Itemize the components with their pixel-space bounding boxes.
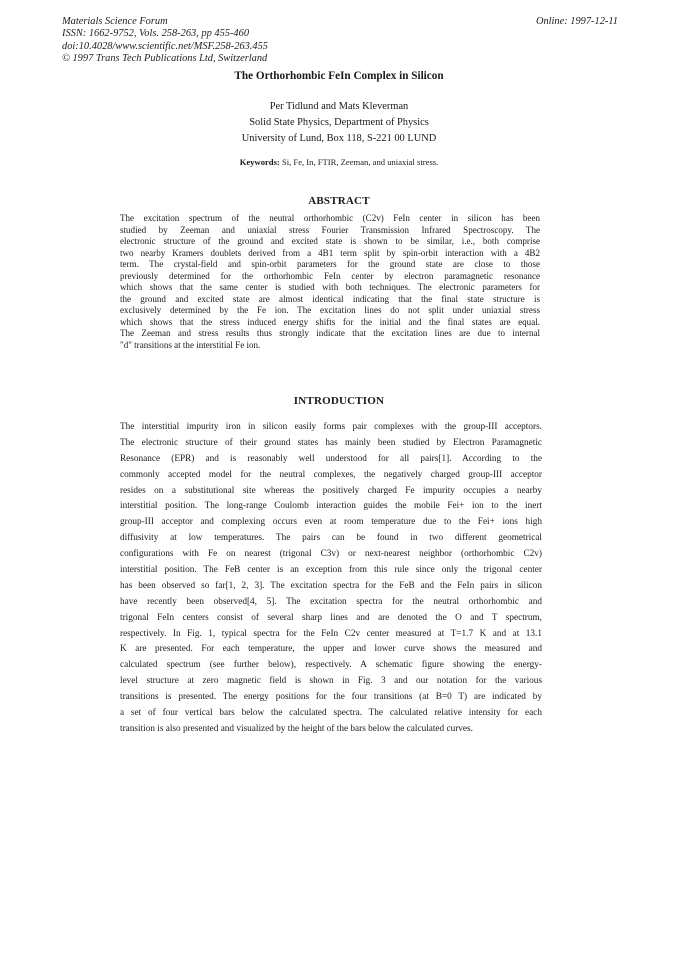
- abstract-line: studied by Zeeman and uniaxial stress Fourier Transmission Infrared Spectroscopy. The: [120, 224, 540, 235]
- introduction-line: configurations with Fe on nearest (trigonal C3v) or next-nearest neighbor (orthorhombic C2v): [120, 549, 542, 560]
- abstract-line: The Zeeman and stress results thus strongly indicate that the excitation lines are due to internal: [120, 328, 540, 339]
- introduction-line: diffusivity at low temperatures. The pairs can be found in two different geometrical: [120, 533, 542, 544]
- introduction-line: has been observed so far[1, 2, 3]. The excitation spectra for the FeB and the FeIn pairs in silicon: [120, 580, 542, 591]
- abstract-line: which shows that the stress induced energy shifts for the initial and the final states are equal.: [120, 316, 540, 327]
- introduction-line: level structure at zero magnetic field is shown in Fig. 3 and our notation for the various: [120, 676, 542, 687]
- introduction-line: a set of four vertical bars below the calculated spectra. The calculated relative intensity for each: [120, 708, 542, 719]
- author-block: [0, 99, 678, 147]
- online-date: Online: 1997-12-11: [535, 16, 618, 27]
- introduction-body: [120, 420, 542, 738]
- introduction-line: interstitial position. The long-range Coulomb interaction guides the mobile Fei+ ion to the inert: [120, 501, 542, 512]
- abstract-line: previously determined for the orthorhombic FeIn center by electron paramagnetic resonance: [120, 270, 540, 281]
- abstract-body: [120, 213, 540, 352]
- author-names: Per Tidlund and Mats Kleverman: [269, 101, 409, 112]
- abstract-line: which shows that the same center is studied with both techniques. The electronic parameters for: [120, 282, 540, 293]
- abstract-line: two nearby Kramers doublets derived from a 4B1 term split by spin-orbit interaction with a 4B2: [120, 247, 540, 258]
- abstract-line: the ground and excited state are almost identical indicating that the final state structure is: [120, 293, 540, 304]
- paper-title: The Orthorhombic FeIn Complex in Silicon: [234, 70, 444, 82]
- journal-name: Materials Science Forum: [62, 16, 168, 27]
- introduction-line: transitions is presented. The energy positions for the four transitions (at B=0 T) are indicated by: [120, 692, 542, 703]
- introduction-line: trigonal FeIn centers consist of several sharp lines and are denoted the O and T spectrum,: [120, 612, 542, 623]
- abstract-heading: ABSTRACT: [308, 195, 370, 207]
- introduction-line: group-III acceptor and complexing occurs even at room temperature due to the Fei+ ions high: [120, 517, 542, 528]
- introduction-line: K are presented. For each temperature, the upper and lower curve shows the measured and: [120, 644, 542, 655]
- keywords-label: Keywords:: [239, 157, 280, 167]
- abstract-line: exclusively determined by the Fe ion. The excitation lines do not split under uniaxial stress: [120, 305, 540, 316]
- introduction-line: Resonance (EPR) and is reasonably well understood for all pairs[1]. According to the: [120, 453, 542, 464]
- abstract-line: term. The crystal-field and spin-orbit parameters for the ground state are close to those: [120, 259, 540, 270]
- journal-header: [62, 16, 618, 66]
- keywords-line: [0, 157, 678, 167]
- introduction-line: commonly accepted model for the neutral complexes, the negatively charged group-III acceptor: [120, 469, 542, 480]
- author-address: University of Lund, Box 118, S-221 00 LUND: [241, 133, 437, 144]
- introduction-line: transition is also presented and visualized by the height of the bars below the calculated curves.: [120, 723, 473, 734]
- keywords-text: Si, Fe, In, FTIR, Zeeman, and uniaxial stress.: [281, 157, 439, 167]
- introduction-line: resides on a substitutional site whereas the positively charged Fe impurity occupies a nearby: [120, 485, 542, 496]
- introduction-line: interstitial position. The FeB center is an exception from this rule since only the trigonal center: [120, 565, 542, 576]
- introduction-line: calculated spectrum (see further below), respectively. A schematic figure showing the energy-: [120, 660, 542, 671]
- abstract-line: electronic structure of the ground and excited state is shown to be similar, i.e., both comprise: [120, 236, 540, 247]
- author-department: Solid State Physics, Department of Physics: [249, 117, 429, 128]
- introduction-line: The electronic structure of their ground states has mainly been studied by Electron Paramagnetic: [120, 437, 542, 448]
- introduction-line: have recently been observed[4, 5]. The excitation spectra for the neutral orthorhombic and: [120, 596, 542, 607]
- abstract-line: "d" transitions at the interstitial Fe ion.: [120, 340, 261, 351]
- doi-line: doi:10.4028/www.scientific.net/MSF.258-263.455: [62, 40, 268, 52]
- copyright-line: © 1997 Trans Tech Publications Ltd, Switzerland: [62, 53, 268, 65]
- issn-line: ISSN: 1662-9752, Vols. 258-263, pp 455-460: [62, 28, 250, 40]
- introduction-line: respectively. In Fig. 1, typical spectra for the FeIn C2v center measured at T=1.7 K and at 13.1: [120, 628, 542, 639]
- abstract-line: The excitation spectrum of the neutral orthorhombic (C2v) FeIn center in silicon has been: [120, 213, 540, 223]
- introduction-line: The interstitial impurity iron in silicon easily forms pair complexes with the group-III acceptors.: [120, 422, 542, 432]
- introduction-heading: INTRODUCTION: [293, 395, 385, 407]
